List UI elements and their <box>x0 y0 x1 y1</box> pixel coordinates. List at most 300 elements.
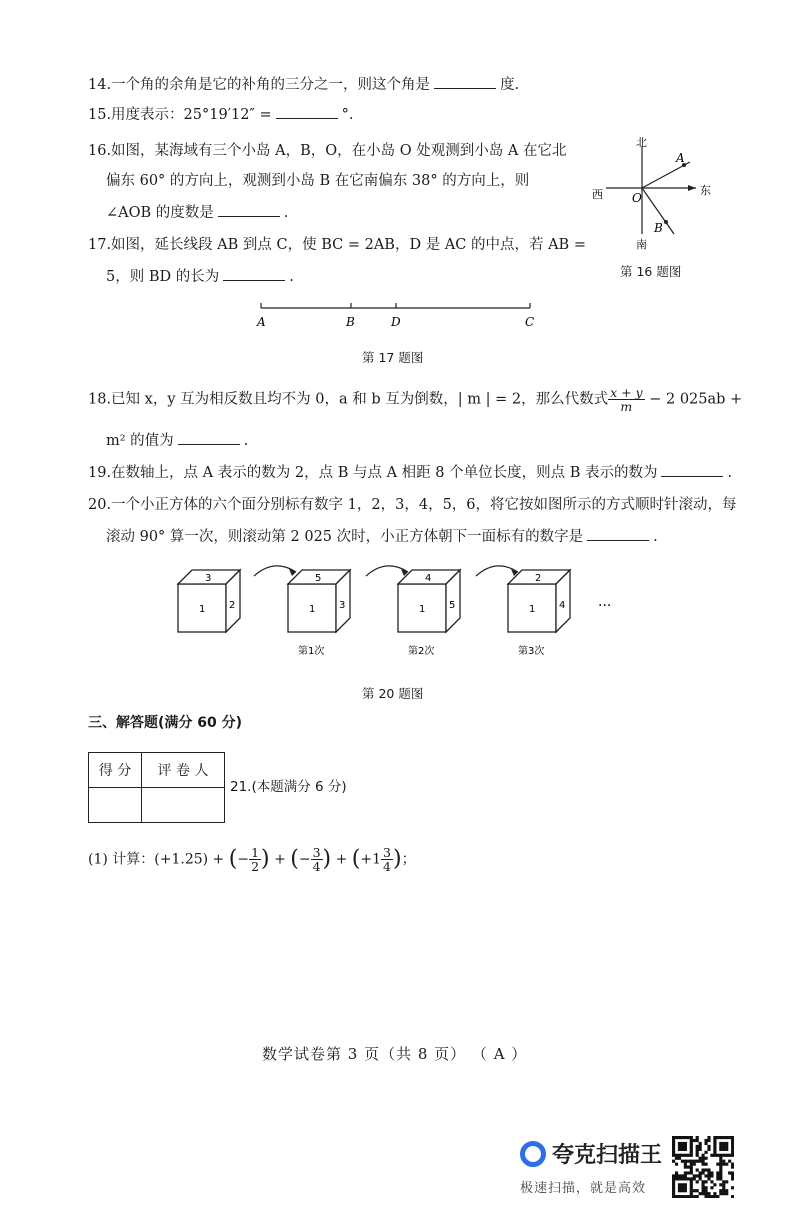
qr-module <box>725 1163 728 1166</box>
fraction-denominator: 2 <box>251 859 260 874</box>
qr-module <box>696 1154 699 1157</box>
scanner-watermark <box>520 1138 662 1196</box>
qr-module <box>678 1148 681 1151</box>
qr-module <box>707 1192 710 1195</box>
qr-module <box>725 1148 728 1151</box>
qr-module <box>704 1189 707 1192</box>
qr-module <box>722 1189 725 1192</box>
qr-module <box>713 1139 716 1142</box>
fraction-numerator: 1 <box>251 845 260 860</box>
answer-blank <box>218 202 280 217</box>
qr-module <box>731 1163 734 1166</box>
qr-module <box>704 1186 707 1189</box>
qr-module <box>716 1136 719 1139</box>
qr-module <box>672 1148 675 1151</box>
brand-slogan: 极速扫描，就是高效 <box>520 1181 647 1196</box>
cube-2-front-number: 1 <box>419 604 426 615</box>
qr-module <box>731 1142 734 1145</box>
fraction-1-2 <box>249 846 261 873</box>
cube-2-label: 第2次 <box>408 646 435 657</box>
figure-17-segment <box>250 298 550 334</box>
cube-3-label: 第3次 <box>518 646 545 657</box>
qr-module <box>725 1136 728 1139</box>
answer-blank <box>587 526 649 541</box>
qr-module <box>672 1177 675 1180</box>
label-east: 东 <box>700 184 711 197</box>
qr-module <box>690 1189 693 1192</box>
qr-module <box>696 1168 699 1171</box>
point-b-dot <box>664 220 668 224</box>
fraction-denominator: m <box>620 399 633 414</box>
brand-name: 夸克扫描王 <box>552 1143 663 1168</box>
qr-module <box>702 1171 705 1174</box>
qr-module <box>722 1183 725 1186</box>
qr-module <box>719 1174 722 1177</box>
qr-module <box>672 1139 675 1142</box>
question-20-text: 滚动 90° 算一次，则滚动第 2 025 次时，小正方体朝下一面标有的数字是 <box>106 529 584 545</box>
qr-module <box>681 1195 684 1198</box>
qr-module <box>690 1136 693 1139</box>
qr-module <box>693 1139 696 1142</box>
qr-module <box>690 1183 693 1186</box>
question-20-line2 <box>106 526 658 548</box>
qr-module <box>693 1195 696 1198</box>
qr-module <box>678 1157 681 1160</box>
qr-module <box>710 1174 713 1177</box>
qr-module <box>684 1174 687 1177</box>
qr-module <box>716 1163 719 1166</box>
quark-logo-icon <box>520 1141 546 1167</box>
question-18-line1 <box>88 386 742 413</box>
qr-module <box>690 1148 693 1151</box>
qr-module <box>699 1145 702 1148</box>
question-15-text: 15.用度表示：25°19′12″ = <box>88 107 272 123</box>
qr-module <box>672 1192 675 1195</box>
qr-module <box>704 1174 707 1177</box>
qr-module <box>696 1160 699 1163</box>
paren-close: ) <box>261 846 270 872</box>
qr-module <box>719 1166 722 1169</box>
question-15-suffix: °. <box>341 107 354 123</box>
qr-module <box>707 1168 710 1171</box>
qr-module <box>684 1145 687 1148</box>
qr-module <box>728 1160 731 1163</box>
qr-module <box>719 1148 722 1151</box>
paren-close: ) <box>322 846 332 872</box>
qr-module <box>731 1186 734 1189</box>
label-point-c: C <box>525 315 535 329</box>
grader-header: 评 卷 人 <box>142 753 225 788</box>
qr-module <box>731 1154 734 1157</box>
qr-module <box>702 1157 705 1160</box>
question-18-line2 <box>106 430 248 452</box>
qr-module <box>672 1160 675 1163</box>
paren-open: ( <box>290 846 299 872</box>
qr-module <box>725 1142 728 1145</box>
question-14-suffix: 度. <box>500 77 520 93</box>
qr-module <box>699 1177 702 1180</box>
question-21-title: 21.(本题满分 6 分) <box>230 779 347 795</box>
cube-3-front-number: 1 <box>529 604 536 615</box>
qr-code-icon <box>672 1136 734 1198</box>
question-16-text: ∠AOB 的度数是 <box>106 205 214 221</box>
qr-module <box>725 1189 728 1192</box>
qr-module <box>719 1189 722 1192</box>
qr-module <box>693 1160 696 1163</box>
question-21-part1: (1) 计算：(+1.25) + (− $\frac{1}{2}$ ) + (− $\frac{3}{4}$ ) + (+1 $\frac{3}{4}$ )； <box>88 845 416 874</box>
roll-arrow-2 <box>366 566 408 576</box>
question-18-text: 18.已知 x，y 互为相反数且均不为 0，a 和 b 互为倒数，| m | = 2，那么代数式 <box>88 391 609 408</box>
qr-module <box>672 1195 675 1198</box>
qr-module <box>690 1168 693 1171</box>
qr-module <box>722 1148 725 1151</box>
qr-module <box>731 1195 734 1198</box>
qr-module <box>702 1180 705 1183</box>
qr-module <box>704 1180 707 1183</box>
qr-module <box>690 1163 693 1166</box>
qr-module <box>678 1195 681 1198</box>
qr-module <box>707 1174 710 1177</box>
qr-module <box>690 1139 693 1142</box>
qr-module <box>684 1195 687 1198</box>
qr-module <box>719 1177 722 1180</box>
qr-module <box>681 1154 684 1157</box>
qr-module <box>690 1171 693 1174</box>
qr-module <box>684 1136 687 1139</box>
qr-module <box>704 1139 707 1142</box>
qr-module <box>722 1160 725 1163</box>
figure-20-cubes <box>170 556 640 666</box>
qr-module <box>704 1142 707 1145</box>
qr-module <box>704 1157 707 1160</box>
question-19-text: 19.在数轴上，点 A 表示的数为 2，点 B 与点 A 相距 8 个单位长度，则点 B 表示的数为 <box>88 465 658 481</box>
qr-module <box>702 1189 705 1192</box>
qr-module <box>728 1136 731 1139</box>
cube-2-top-number: 4 <box>425 573 432 584</box>
qr-module <box>678 1174 681 1177</box>
fraction-numerator: x + y <box>610 385 643 400</box>
qr-module <box>725 1154 728 1157</box>
qr-module <box>693 1189 696 1192</box>
grader-cell <box>142 788 225 823</box>
qr-module <box>731 1177 734 1180</box>
qr-module <box>684 1160 687 1163</box>
answer-blank <box>178 430 240 445</box>
roll-arrow-1 <box>254 566 296 576</box>
qr-module <box>681 1142 684 1145</box>
qr-module <box>713 1192 716 1195</box>
qr-module <box>719 1142 722 1145</box>
qr-module <box>707 1145 710 1148</box>
cube-1-side-number: 3 <box>339 600 346 611</box>
qr-module <box>696 1174 699 1177</box>
qr-module <box>722 1180 725 1183</box>
paren-close: ) <box>392 846 402 872</box>
qr-module <box>678 1136 681 1139</box>
qr-module <box>678 1154 681 1157</box>
qr-module <box>690 1160 693 1163</box>
qr-module <box>681 1186 684 1189</box>
fraction-x-plus-y-over-m <box>608 386 645 413</box>
cube-0-side-number: 2 <box>229 600 236 611</box>
qr-module <box>690 1145 693 1148</box>
qr-module <box>681 1174 684 1177</box>
qr-module <box>702 1154 705 1157</box>
paren-open: ( <box>228 846 238 872</box>
east-arrow-icon <box>688 185 696 191</box>
qr-module <box>693 1163 696 1166</box>
qr-module <box>684 1148 687 1151</box>
qr-module <box>672 1174 675 1177</box>
score-table <box>88 752 225 823</box>
cube-1-front-number: 1 <box>309 604 316 615</box>
qr-module <box>704 1192 707 1195</box>
qr-module <box>684 1163 687 1166</box>
fraction-denominator: 4 <box>312 859 321 874</box>
qr-module <box>731 1139 734 1142</box>
qr-module <box>681 1145 684 1148</box>
qr-module <box>696 1189 699 1192</box>
qr-module <box>693 1177 696 1180</box>
question-20-suffix: . <box>653 529 658 545</box>
qr-module <box>702 1192 705 1195</box>
qr-module <box>719 1183 722 1186</box>
qr-module <box>713 1142 716 1145</box>
cube-3-side-number: 4 <box>559 600 566 611</box>
qr-module <box>707 1136 710 1139</box>
qr-module <box>675 1171 678 1174</box>
qr-module <box>722 1145 725 1148</box>
qr-module <box>687 1160 690 1163</box>
question-14-text: 14.一个角的余角是它的补角的三分之一，则这个角是 <box>88 77 431 93</box>
qr-module <box>719 1154 722 1157</box>
question-18-suffix: . <box>243 433 249 449</box>
figure-17-caption: 第 17 题图 <box>362 350 424 365</box>
qr-module <box>696 1151 699 1154</box>
qr-module <box>696 1180 699 1183</box>
qr-module <box>731 1136 734 1139</box>
fraction-denominator: 4 <box>383 859 391 874</box>
qr-module <box>690 1177 693 1180</box>
question-16-line2: 偏东 60° 的方向上，观测到小岛 B 在它南偏东 38° 的方向上，则 <box>106 173 530 189</box>
score-header: 得 分 <box>89 753 142 788</box>
term3-sign: − <box>298 851 311 868</box>
fraction-numerator: 3 <box>312 845 321 860</box>
qr-module <box>687 1154 690 1157</box>
qr-module <box>728 1154 731 1157</box>
cube-0-front-number: 1 <box>199 604 206 615</box>
qr-module <box>710 1186 713 1189</box>
term2-sign: − <box>237 851 250 868</box>
qr-module <box>678 1189 681 1192</box>
qr-module <box>728 1171 731 1174</box>
qr-module <box>690 1180 693 1183</box>
qr-module <box>675 1174 678 1177</box>
qr-module <box>675 1136 678 1139</box>
qr-module <box>713 1195 716 1198</box>
qr-module <box>690 1192 693 1195</box>
score-cell <box>89 788 142 823</box>
paren-open: ( <box>351 846 361 872</box>
qr-module <box>704 1151 707 1154</box>
qr-module <box>716 1171 719 1174</box>
fraction-numerator: 3 <box>383 845 391 860</box>
qr-module <box>722 1186 725 1189</box>
cube-0-top-number: 3 <box>205 573 212 584</box>
qr-module <box>699 1171 702 1174</box>
qr-module <box>684 1186 687 1189</box>
qr-module <box>716 1195 719 1198</box>
qr-module <box>699 1142 702 1145</box>
qr-module <box>719 1145 722 1148</box>
page-footer: 数学试卷第 3 页（共 8 页） （ A ） <box>262 1045 528 1063</box>
qr-module <box>699 1160 702 1163</box>
qr-module <box>716 1177 719 1180</box>
question-19 <box>88 462 732 484</box>
qr-module <box>725 1192 728 1195</box>
qr-module <box>675 1177 678 1180</box>
ellipsis: ··· <box>598 598 612 614</box>
qr-module <box>722 1142 725 1145</box>
cube-1-label: 第1次 <box>298 646 325 657</box>
cube-3-top-number: 2 <box>535 573 542 584</box>
qr-module <box>722 1136 725 1139</box>
qr-module <box>690 1154 693 1157</box>
qr-module <box>690 1142 693 1145</box>
qr-module <box>678 1183 681 1186</box>
qr-module <box>678 1145 681 1148</box>
qr-module <box>713 1154 716 1157</box>
term4-sign: +1 <box>360 851 382 868</box>
qr-module <box>684 1189 687 1192</box>
qr-module <box>731 1174 734 1177</box>
qr-module <box>678 1142 681 1145</box>
qr-module <box>731 1171 734 1174</box>
qr-module <box>687 1171 690 1174</box>
qr-module <box>675 1195 678 1198</box>
qr-module <box>693 1174 696 1177</box>
qr-module <box>716 1154 719 1157</box>
qr-module <box>681 1136 684 1139</box>
qr-module <box>690 1195 693 1198</box>
qr-module <box>690 1151 693 1154</box>
section-3-title: 三、解答题(满分 60 分) <box>88 715 243 731</box>
question-20-line1: 20.一个小正方体的六个面分别标有数字 1，2，3，4，5，6，将它按如图所示的方式顺时针滚动，每 <box>88 497 737 513</box>
question-16-line1: 16.如图，某海域有三个小岛 A，B，O，在小岛 O 处观测到小岛 A 在它北 <box>88 143 567 159</box>
qr-module <box>681 1183 684 1186</box>
qr-module <box>710 1154 713 1157</box>
qr-module <box>722 1163 725 1166</box>
qr-module <box>713 1151 716 1154</box>
qr-module <box>725 1180 728 1183</box>
qr-module <box>731 1145 734 1148</box>
figure-16-compass <box>586 132 726 252</box>
qr-module <box>704 1163 707 1166</box>
qr-module <box>684 1183 687 1186</box>
qr-module <box>702 1168 705 1171</box>
question-15 <box>88 104 354 126</box>
figure-16-caption: 第 16 题图 <box>620 264 682 279</box>
question-18-text-2: m² 的值为 <box>106 433 174 449</box>
qr-module <box>696 1148 699 1151</box>
qr-module <box>702 1163 705 1166</box>
qr-module <box>672 1151 675 1154</box>
question-17-text: 5，则 BD 的长为 <box>106 269 220 285</box>
fraction-3-4 <box>311 846 323 873</box>
qr-module <box>719 1136 722 1139</box>
answer-blank <box>434 74 496 89</box>
question-16-suffix: . <box>283 205 289 221</box>
figure-20-caption: 第 20 题图 <box>362 686 424 701</box>
qr-module <box>704 1195 707 1198</box>
q21-prefix: (1) 计算：(+1.25) + <box>88 851 225 868</box>
qr-module <box>707 1171 710 1174</box>
qr-module <box>719 1157 722 1160</box>
question-14 <box>88 74 519 96</box>
qr-module <box>713 1145 716 1148</box>
qr-module <box>684 1142 687 1145</box>
qr-module <box>690 1166 693 1169</box>
question-17-line2 <box>106 266 294 288</box>
qr-module <box>690 1186 693 1189</box>
qr-module <box>681 1189 684 1192</box>
qr-module <box>672 1186 675 1189</box>
qr-module <box>719 1168 722 1171</box>
cube-2-side-number: 5 <box>449 600 456 611</box>
label-south: 南 <box>636 238 647 251</box>
qr-module <box>687 1166 690 1169</box>
qr-module <box>699 1174 702 1177</box>
qr-module <box>687 1177 690 1180</box>
answer-blank <box>223 266 285 281</box>
label-west: 西 <box>592 188 603 201</box>
qr-module <box>675 1163 678 1166</box>
qr-module <box>678 1186 681 1189</box>
qr-module <box>672 1142 675 1145</box>
qr-module <box>719 1160 722 1163</box>
fraction-1-3-4 <box>381 846 393 873</box>
qr-module <box>702 1183 705 1186</box>
qr-module <box>722 1154 725 1157</box>
qr-module <box>699 1192 702 1195</box>
qr-module <box>707 1139 710 1142</box>
question-19-suffix: . <box>727 465 733 481</box>
label-point-a: A <box>257 315 266 329</box>
question-18-expression: − 2 025ab + <box>649 391 743 408</box>
qr-module <box>684 1154 687 1157</box>
qr-module <box>687 1195 690 1198</box>
qr-module <box>725 1145 728 1148</box>
qr-module <box>684 1177 687 1180</box>
qr-module <box>707 1177 710 1180</box>
qr-module <box>719 1192 722 1195</box>
answer-blank <box>661 462 723 477</box>
qr-module <box>672 1154 675 1157</box>
qr-module <box>699 1148 702 1151</box>
roll-arrow-3 <box>476 566 518 576</box>
qr-module <box>713 1183 716 1186</box>
qr-module <box>713 1148 716 1151</box>
label-o: O <box>632 191 642 205</box>
qr-module <box>684 1171 687 1174</box>
qr-module <box>716 1174 719 1177</box>
label-b: B <box>654 221 663 235</box>
qr-module <box>704 1168 707 1171</box>
qr-module <box>678 1177 681 1180</box>
qr-module <box>707 1148 710 1151</box>
qr-module <box>675 1157 678 1160</box>
qr-module <box>731 1166 734 1169</box>
